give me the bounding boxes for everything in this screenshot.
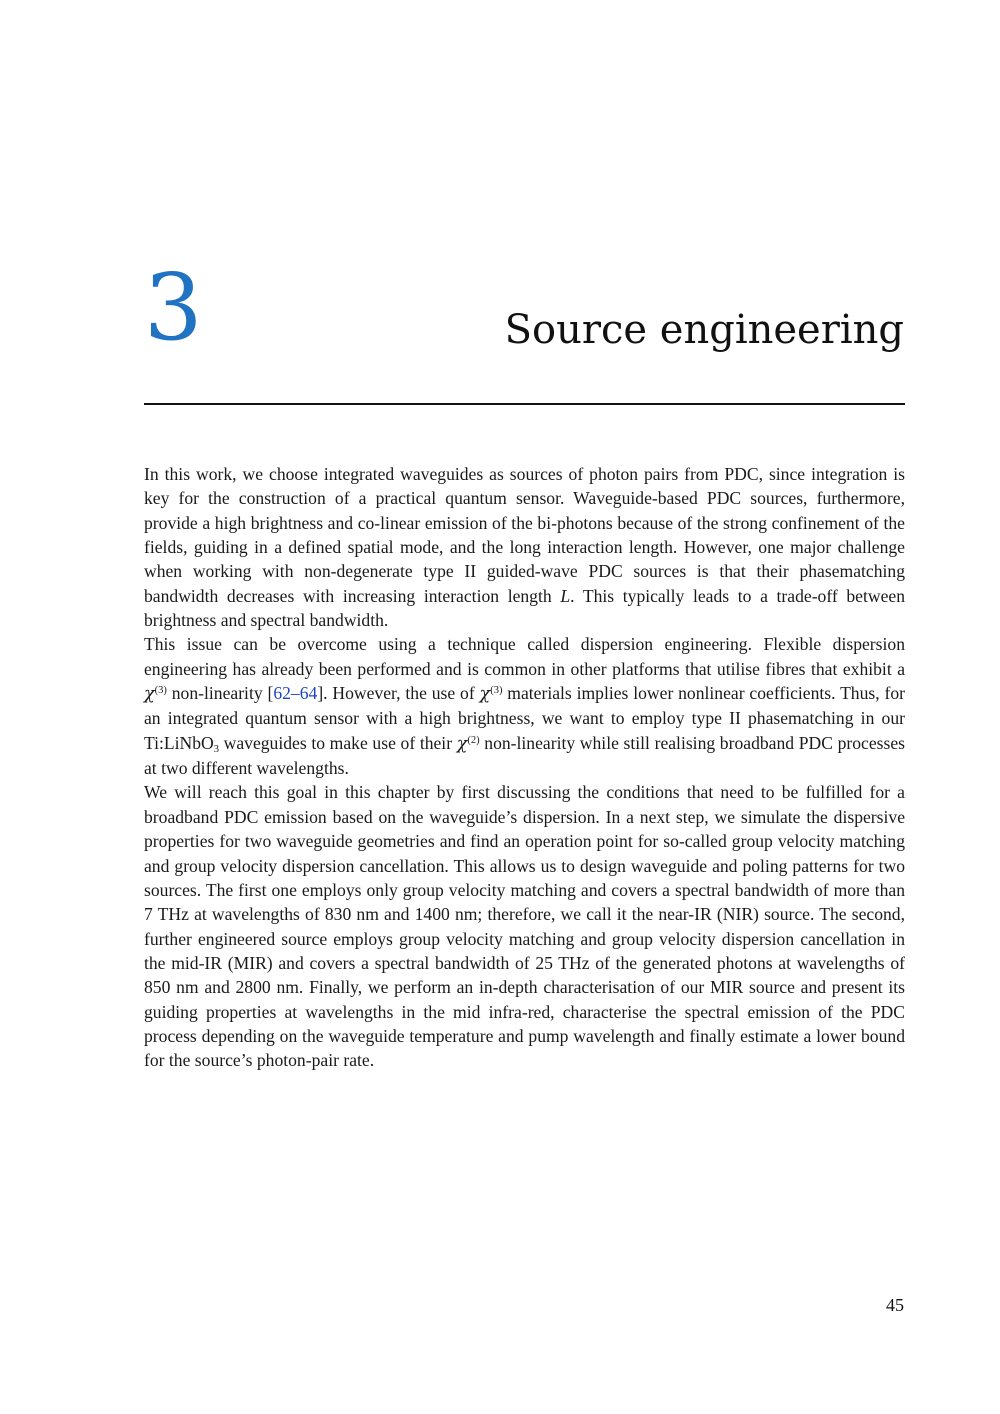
paragraph-1-text-b: . This typically leads to a trade-off between brightness and spectral bandwidth. [144, 585, 906, 631]
paragraph-2-text-a: This issue can be overcome using a technique called dispersion engineering. Flexible dispersion engineering has already been performed and is common in other platforms that utilise fibres that exhibit a [144, 634, 905, 679]
paragraph-2-text-f: non-linearity while still realising broadband PDC processes at two different wavelengths. [144, 732, 906, 779]
citation-link[interactable]: 62–64 [273, 683, 318, 704]
chi-superscript-3: (3) [154, 685, 167, 697]
chi-superscript-2: (2) [467, 734, 480, 746]
paragraph-2-text-d: materials implies lower nonlinear coefficients. Thus, for an integrated quantum sensor with a high brightness, we want to employ type II phasematching in our Ti:LiNbO [144, 683, 906, 753]
paragraph-2-text-b: non-linearity [ [166, 683, 274, 704]
chapter-rule [144, 403, 905, 405]
chapter-number: 3 [144, 254, 203, 361]
paragraph-3: We will reach this goal in this chapter by first discussing the conditions that need to be fulfilled for a broadband PDC emission based on the waveguide’s dispersion. In a next step, we simulate the dispersive properties for two waveguide geometries and find an operation point for so-called group velocity matching and group velocity dispersion cancellation. This allows us to design waveguide and poling patterns for two sources. The first one employs only group velocity matching and covers a spectral bandwidth of more than 7 THz at wavelengths of 830 nm and 1400 nm; therefore, we call it the near-IR (NIR) source. The second, further engineered source employs group velocity matching and group velocity dispersion cancellation in the mid-IR (MIR) and covers a spectral bandwidth of 25 THz of the generated photons at wavelengths of 850 nm and 2800 nm. Finally, we perform an in-depth characterisation of our MIR source and present its guiding properties at wavelengths in the mid infra-red, characterise the spectral emission of the PDC process depending on the waveguide temperature and pump wavelength and finally estimate a lower bound for the source’s photon-pair rate. [144, 782, 905, 1071]
paragraph-2-text-e: waveguides to make use of their [219, 732, 457, 753]
page-number: 45 [886, 1295, 904, 1315]
paragraph-1-text-a: In this work, we choose integrated waveguides as sources of photon pairs from PDC, since integration is key for the construction of a practical quantum sensor. Waveguide-based PDC sources, furthermore, provide a high brightness and co-linear emission of the bi-photons because of the strong confinement of the fields, guiding in a defined spatial mode, and the long interaction length. However, one major challenge when working with non-degenerate type II guided-wave PDC sources is that their phasematching bandwidth decreases with increasing interaction length [144, 464, 905, 606]
chi-superscript-3: (3) [490, 685, 503, 697]
chi-symbol: χ [456, 733, 468, 754]
chi-symbol: χ [479, 684, 491, 705]
subscript-3: 3 [213, 743, 219, 755]
chi-symbol: χ [144, 684, 155, 705]
paragraph-2 [144, 632, 905, 780]
paragraph-2-text-c: ]. However, the use of [317, 683, 480, 704]
chapter-title: Source engineering [504, 307, 904, 353]
body-text [144, 462, 905, 1073]
paragraph-1 [144, 462, 905, 632]
interaction-length-variable: L [560, 585, 571, 606]
